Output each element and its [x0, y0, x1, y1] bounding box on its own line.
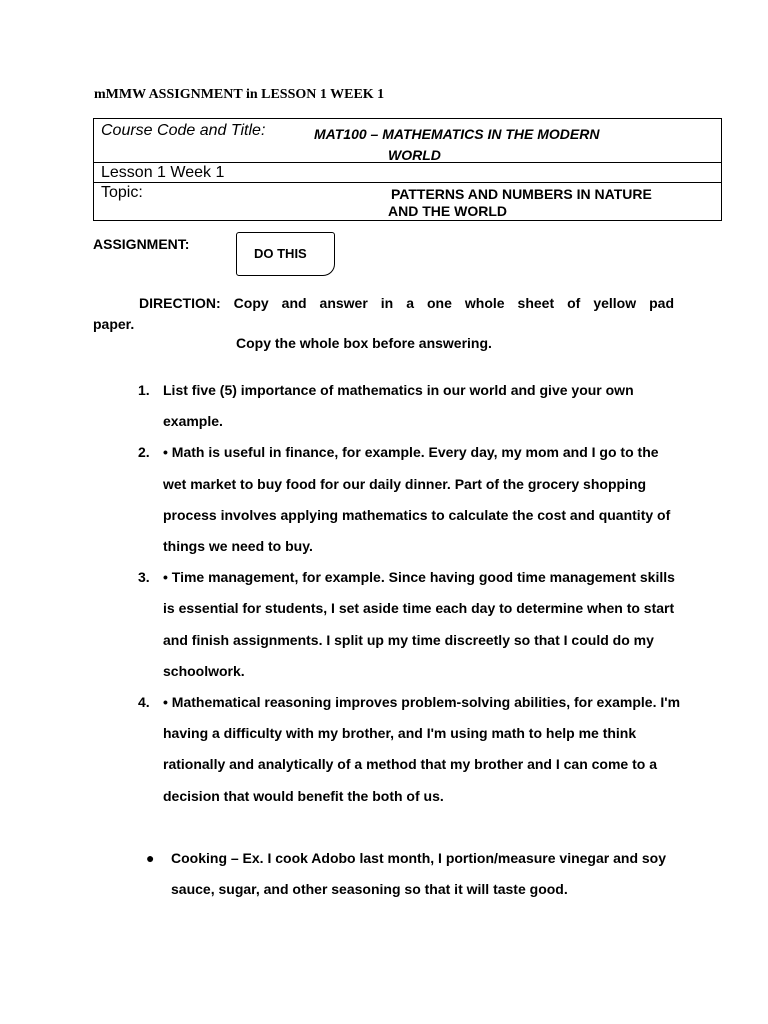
course-title-line2: WORLD — [388, 147, 441, 163]
list-item-text: List five (5) importance of mathematics in our world and give your own example. — [163, 382, 634, 430]
direction — [93, 293, 674, 335]
bullet-list — [146, 843, 691, 905]
course-label: Course Code and Title: — [101, 122, 266, 139]
list-item-text: • Time management, for example. Since having good time management skills is essential for students, I set aside time each day to determine when to start and finish assignments. I split up my time discreetly so that I could do my schoolwork. — [163, 569, 675, 679]
assignment-label: ASSIGNMENT: — [93, 236, 190, 252]
course-info-table — [93, 118, 722, 221]
bullet-item-text: Cooking – Ex. I cook Adobo last month, I portion/measure vinegar and soy sauce, sugar, and other seasoning so that it will taste good. — [171, 850, 667, 898]
list-item-number: 1. — [138, 382, 150, 398]
list-item — [138, 562, 683, 687]
list-item — [138, 687, 683, 812]
list-item-number: 3. — [138, 569, 150, 586]
course-title-line1: MAT100 – MATHEMATICS IN THE MODERN — [314, 126, 600, 142]
topic-title-line1: PATTERNS AND NUMBERS IN NATURE — [391, 186, 652, 202]
list-item — [138, 375, 683, 437]
topic-label: Topic: — [101, 184, 143, 201]
topic-row — [94, 183, 721, 220]
course-row — [94, 119, 721, 163]
list-item-text: • Math is useful in finance, for example. Every day, my mom and I go to the wet market to buy food for our daily dinner. Part of the grocery shopping process involves applying mathematics to calculate the cost and quantity of things we need to buy. — [163, 444, 671, 555]
do-this-box — [236, 232, 335, 276]
topic-title-line2: AND THE WORLD — [388, 203, 507, 219]
direction-line1: DIRECTION: Copy and answer in a one whole sheet of yellow pad — [139, 295, 674, 311]
list-item-text: • Mathematical reasoning improves problem-solving abilities, for example. I'm having a difficulty with my brother, and I'm using math to help me think rationally and analytically of a method that my brother and I can come to a decision that would benefit the both of us. — [163, 694, 681, 804]
lesson-label: Lesson 1 Week 1 — [101, 164, 225, 181]
topic-title — [388, 186, 708, 220]
list-item-number: 2. — [138, 444, 150, 461]
do-this-label: DO THIS — [254, 246, 307, 261]
bullet-item — [146, 843, 691, 905]
bullet-icon: ● — [146, 850, 155, 866]
copy-instruction: Copy the whole box before answering. — [236, 335, 492, 351]
course-title — [314, 124, 654, 166]
direction-line2: paper. — [93, 316, 135, 332]
numbered-list — [138, 375, 683, 812]
list-item-number: 4. — [138, 694, 150, 711]
page-title: mMMW ASSIGNMENT in LESSON 1 WEEK 1 — [94, 87, 385, 102]
lesson-row — [94, 163, 721, 183]
list-item — [138, 437, 683, 562]
